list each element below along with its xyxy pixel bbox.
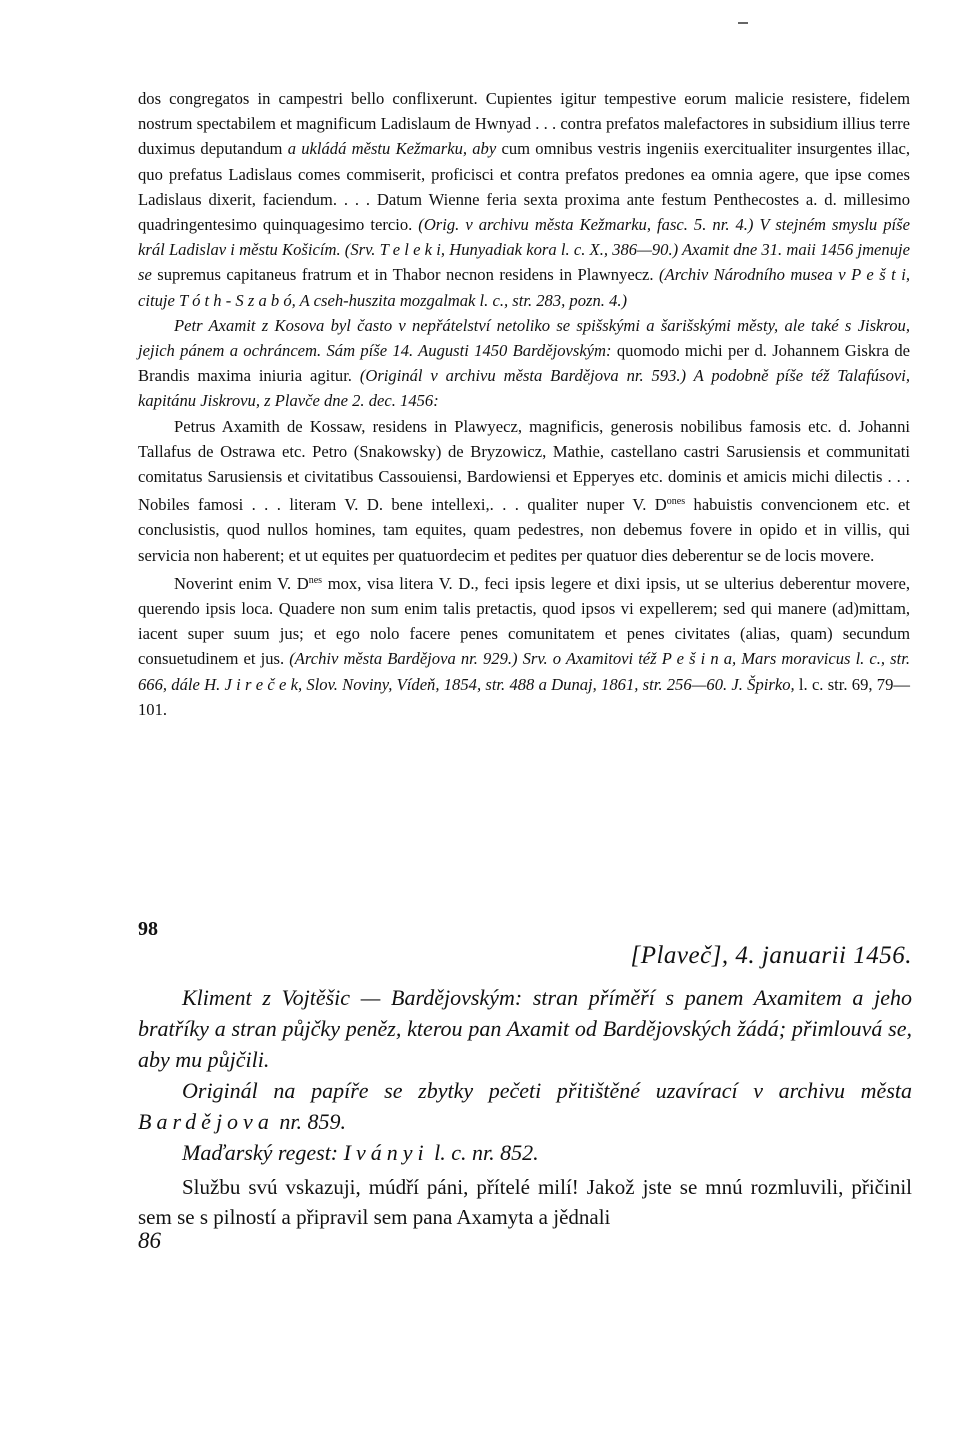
dateline: [Plaveč], 4. januarii 1456. [630, 942, 912, 969]
superscript: nes [308, 574, 323, 586]
text-czech: Petr Axamit z Kosova byl často v nepřátelství netoliko se spišskými a šarišskými městy, ale také s Jiskrou, jejich pánem a ochráncem. Sám píše 14. Augusti 1450 Bardějovským: [138, 315, 910, 361]
page-number: 86 [138, 1228, 161, 1253]
text-latin: quomodo michi per d. Johannem Giskra de Brandis maxima iniuria agitur. [138, 341, 910, 386]
hungarian-regest-author: Iványi [343, 1140, 429, 1165]
source-note-number: nr. 859. [279, 1109, 346, 1134]
footnote-block [138, 86, 910, 722]
letter-body: Službu svú vskazuji, múdří páni, přítelé milí! Jakož jste se mnú rozmluvili, přičinil sem se s pilností a připravil sem pana Axamyta a jědnali [138, 1175, 912, 1229]
document-entry [138, 982, 912, 1232]
text-czech: (Originál v archivu města Bardějova nr. 593.) A podobně píše též Talafúsovi, kapitánu Jiskrovu, z Plavče dne 2. dec. 1456: [138, 366, 910, 411]
text-latin: cum omnibus vestris ingeniis exercitualiter insurgentes illac, quo prefatus Ladislaus comes commiserit, proficisci et contra prefatos predones ea omnia agere, que ipse comes Ladislaus dixerit, faciendum. . . . Datum Wienne feria sexta proxima ante festum Penthecostes a. d. millesimo quadringentesimo quinquagesimo tercio. [138, 139, 911, 235]
regest: Kliment z Vojtěšic — Bardějovským: stran příměří s panem Axamitem a jeho bratříky a stran půjčky peněz, kterou pan Axamit od Bardějovských žádá; přimlouvá se, aby mu půjčili. [138, 985, 912, 1072]
hungarian-regest-label: Maďarský regest: [182, 1140, 339, 1165]
hungarian-regest [138, 1137, 912, 1168]
text-latin: Noverint enim V. D [174, 573, 309, 593]
text-czech: a ukládá městu Kežmarku, aby [287, 139, 497, 159]
text-latin: supremus capitaneus fratrum et in Thabor necnon residens in Plawnyecz. [157, 265, 654, 285]
text-czech: (Archiv města Bardějova nr. 929.) Srv. o Axamitovi též P e š i n a, Mars moravicus l. c., str. 666, dále H. J i r e č e k, Slov. Noviny, Vídeň, 1854, str. 488 a Dunaj, 1861, str. 256—60. J. Špirko, [138, 649, 910, 694]
paragraph-3 [138, 414, 910, 568]
source-note-text: Originál na papíře se zbytky pečeti přitištěné uzavírací v archivu města [182, 1078, 912, 1103]
text-latin: habuistis convencionem etc. et conclusistis, quod nullos homines, tam equites, quam pedestres, non debemus fovere in opido et in villis, qui servicia non haberent; et ut equites per quatuordecim et pedites per quatuor dies deberentur se de locis movere. [138, 495, 910, 565]
text-czech: (Orig. v archivu města Kežmarku, fasc. 5. nr. 4.) V stejném smyslu píše král Ladislav i městu Košicím. (Srv. T e l e k i, Hunyadiak kora l. c. X., 386—90.) Axamit dne 31. maii 1456 jmenuje [138, 215, 910, 260]
scan-mark [738, 22, 748, 24]
superscript: ones [666, 496, 686, 508]
hungarian-regest-ref: l. c. nr. 852. [434, 1140, 539, 1165]
text-latin: mox, visa litera V. D., feci ipsis legere et dixi ipsis, ut se ulterius deberentur movere, querendo ipsis loca. Quadere non sum enim talis pretactis, quod ipsos vi expellerem; sed qui manere (ad)mittam, iacent super suum jus; et ego nolo facere penes comunitatem et penes civitates (alias, quam) secundum consuetudinem et jus. [138, 573, 910, 669]
document-number: 98 [138, 918, 158, 940]
source-note-city: Bardějova [138, 1109, 274, 1134]
text-latin: l. c. str. 69, 79—101. [138, 674, 910, 719]
paragraph-4 [138, 568, 910, 722]
paragraph-2 [138, 313, 910, 414]
paragraph-1 [138, 86, 910, 313]
text-latin: Petrus Axamith de Kossaw, residens in Plawyecz, magnificis, generosis nobilibus famosis etc. d. Johanni Tallafus de Ostrawa etc. Petro (Snakowsky) de Bryzowicz, Mathie, castellano castri Sarusiensis et communitati comitatus Sarusiensis et civitatibus Cassouiensi, Bardowiensi et Epperyes etc. dominis et amicis michi dilectis . . . Nobiles famosi . . . literam V. D. bene intellexi,. . . qualiter nuper V. D [138, 416, 910, 515]
text-latin: dos congregatos in campestri bello conflixerunt. Cupientes igitur tempestive eorum malicie resistere, fidelem nostrum spectabilem et magnificum Ladislaum de Hwnyad . . . contra prefatos malefactores in subsidium illius terre duximus deputandum [138, 89, 910, 159]
text-czech: se [138, 265, 152, 285]
text-czech: (Archiv Národního musea v P e š t i, cituje T ó t h - S z a b ó, A cseh-huszita mozgalmak l. c., str. 283, pozn. 4.) [138, 265, 910, 310]
source-note [138, 1075, 912, 1137]
